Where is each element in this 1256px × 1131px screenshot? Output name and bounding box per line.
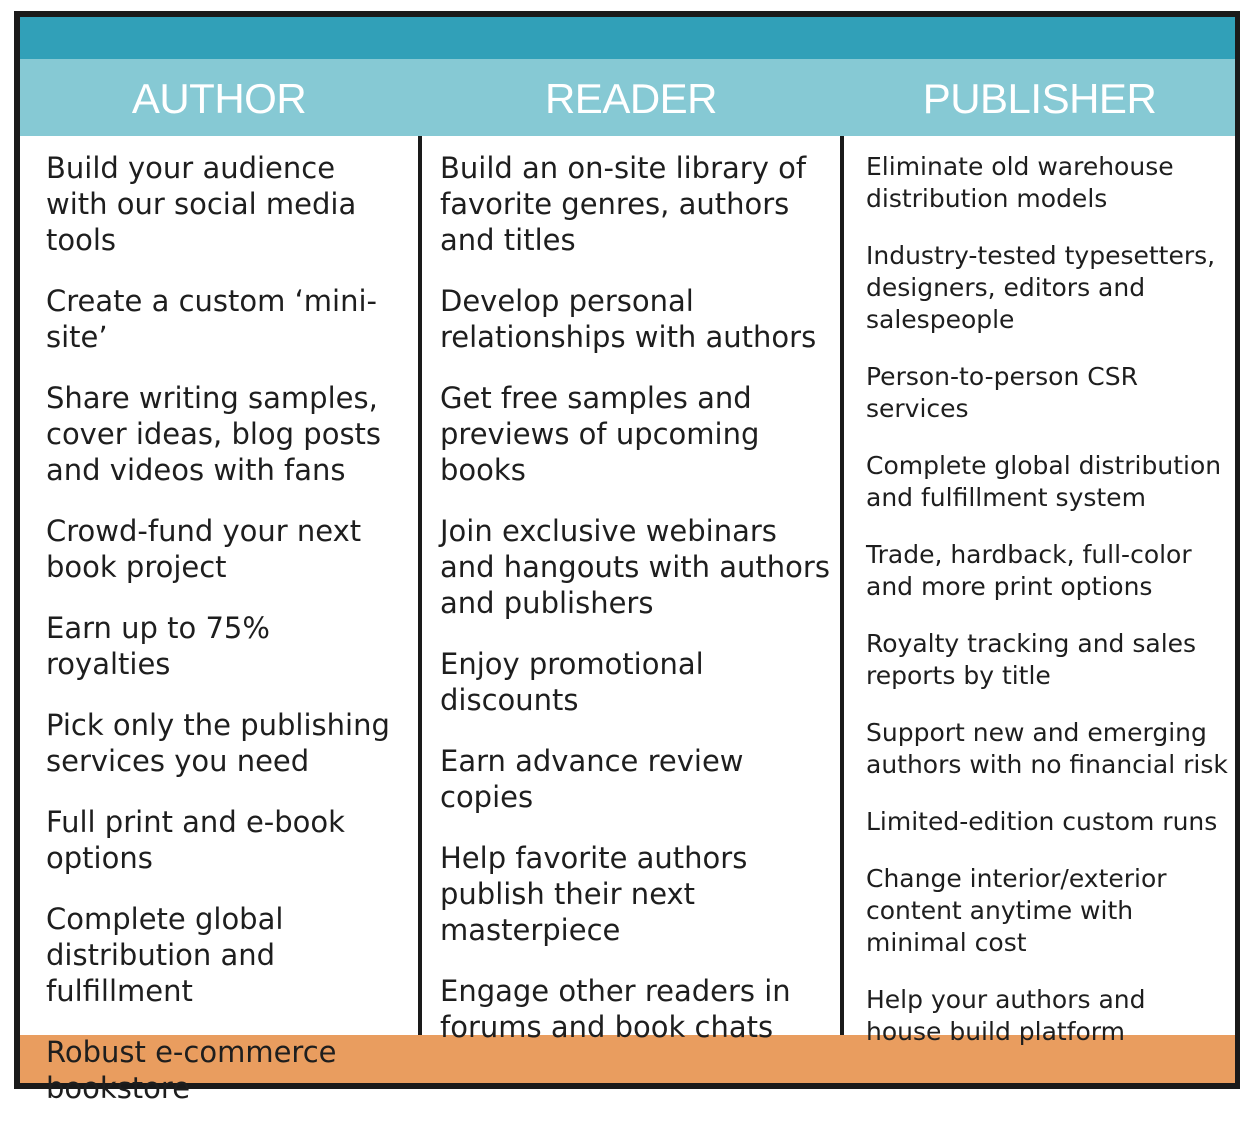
list-item: Build an on-site library of favorite genres, authors and titles: [440, 151, 807, 257]
list-item: Create a custom ‘mini-site’: [46, 284, 378, 354]
list-item: Complete global distribution and fulfillment: [46, 902, 284, 1008]
list-item: Engage other readers in forums and book chats: [440, 974, 791, 1044]
reader-list: [440, 150, 832, 1070]
list-item: Get free samples and previews of upcoming books: [440, 381, 760, 487]
list-item: Crowd-fund your next book project: [46, 514, 362, 584]
list-item: Support new and emerging authors with no financial risk: [866, 718, 1228, 779]
top-band: [20, 17, 1235, 59]
list-item: Share writing samples, cover ideas, blog posts and videos with fans: [46, 381, 382, 487]
author-header: AUTHOR: [131, 75, 307, 122]
list-item: Full print and e-book options: [46, 805, 345, 875]
list-item: Change interior/exterior content anytime with minimal cost: [866, 864, 1167, 957]
publisher-header: PUBLISHER: [922, 75, 1157, 122]
list-item: Earn advance review copies: [440, 744, 744, 814]
list-item: Trade, hardback, full-color and more print options: [866, 540, 1192, 601]
author-list: [46, 150, 396, 1131]
list-item: Build your audience with our social media tools: [46, 151, 357, 257]
list-item: Complete global distribution and fulfillment system: [866, 451, 1222, 512]
list-item: Earn up to 75% royalties: [46, 611, 270, 681]
list-item: Limited-edition custom runs: [866, 807, 1218, 836]
list-item: Enjoy promotional discounts: [440, 647, 704, 717]
list-item: Eliminate old warehouse distribution models: [866, 152, 1174, 213]
list-item: Develop personal relationships with authors: [440, 284, 817, 354]
reader-header: READER: [544, 75, 718, 122]
list-item: Robust e-commerce bookstore: [46, 1035, 337, 1105]
list-item: Join exclusive webinars and hangouts with authors and publishers: [440, 514, 830, 620]
publisher-list: [866, 151, 1228, 1073]
list-item: Pick only the publishing services you need: [46, 708, 390, 778]
list-item: Help favorite authors publish their next masterpiece: [440, 841, 748, 947]
list-item: Person-to-person CSR services: [866, 362, 1138, 423]
list-item: Help your authors and house build platform: [866, 985, 1146, 1046]
list-item: Royalty tracking and sales reports by title: [866, 629, 1197, 690]
list-item: Industry-tested typesetters, designers, editors and salespeople: [866, 241, 1216, 334]
